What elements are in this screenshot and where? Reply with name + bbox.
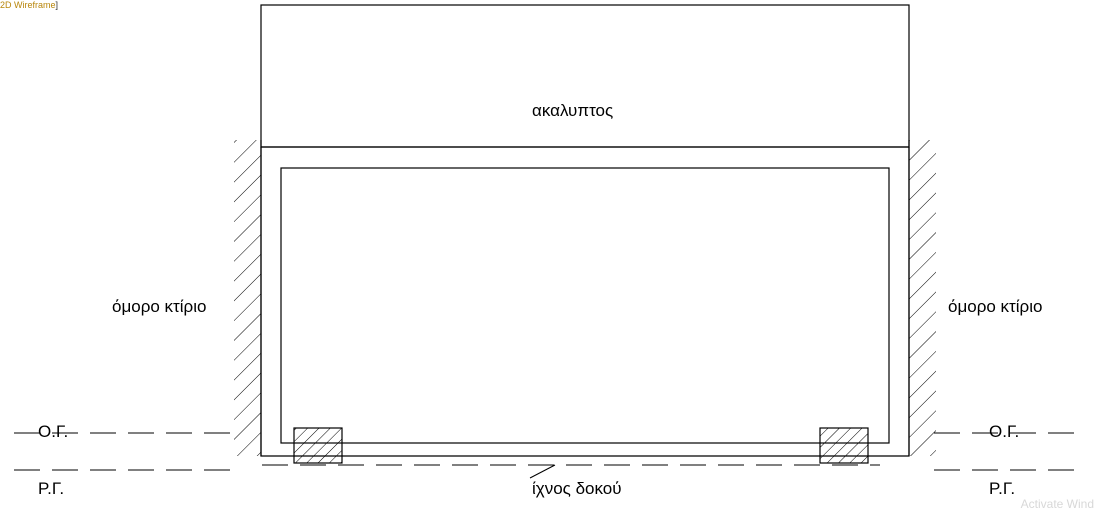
left-hatched-neighbour (234, 140, 261, 456)
uncovered-yard-rectangle (261, 5, 909, 147)
label-beam-trace: ίχνος δοκού (532, 479, 622, 498)
viewport-style-tag (0, 0, 58, 10)
label-og-left: Ο.Γ. (38, 422, 69, 441)
label-neighbour-right: όμορο κτίριο (948, 297, 1043, 316)
inner-building-wall (281, 168, 889, 443)
viewport-style-label: 2D Wireframe (0, 0, 56, 10)
beam-trace-leader (530, 465, 555, 478)
label-og-right: Ο.Γ. (989, 422, 1020, 441)
right-footing-hatched (820, 428, 868, 463)
label-rg-left: Ρ.Γ. (38, 479, 65, 498)
building-outline (261, 147, 909, 456)
watermark-text: Activate Wind (1020, 497, 1094, 511)
label-uncovered-yard: ακαλυπτος (532, 101, 614, 120)
left-footing-hatched (294, 428, 342, 463)
label-neighbour-left: όμορο κτίριο (112, 297, 207, 316)
right-hatched-neighbour (909, 140, 936, 456)
viewport-style-bracket: ] (55, 0, 59, 10)
label-rg-right: Ρ.Γ. (989, 479, 1016, 498)
